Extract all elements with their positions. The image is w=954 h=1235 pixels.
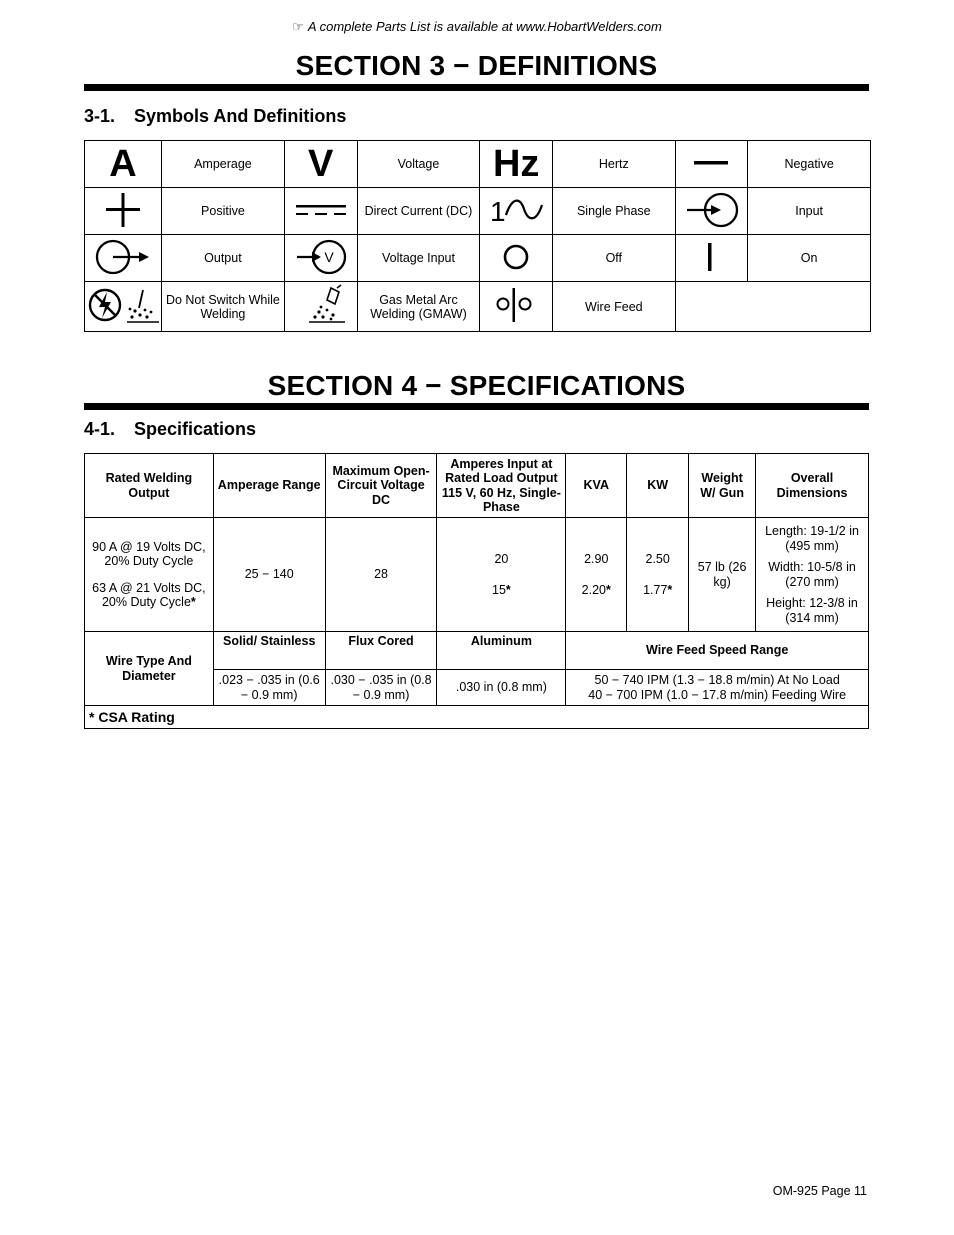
svg-text:V: V bbox=[324, 248, 334, 265]
symbol-label: Direct Current (DC) bbox=[357, 188, 480, 235]
kw-cell: 2.50 1.77* bbox=[627, 518, 689, 632]
amperage-range-cell: 25 − 140 bbox=[213, 518, 325, 632]
spec-header-row bbox=[85, 454, 869, 518]
symbol-label: Wire Feed bbox=[553, 282, 675, 332]
symbol-label: Off bbox=[553, 235, 675, 282]
input-icon bbox=[675, 188, 748, 235]
subsection-number: 3-1. bbox=[84, 106, 116, 126]
weight-cell: 57 lb (26 kg) bbox=[689, 518, 756, 632]
output-icon bbox=[85, 235, 162, 282]
section-4-rule bbox=[84, 403, 869, 410]
empty-cell bbox=[748, 282, 871, 332]
symbol-label: Single Phase bbox=[553, 188, 675, 235]
off-icon bbox=[480, 235, 553, 282]
footnote-row bbox=[85, 706, 869, 729]
gmaw-icon bbox=[284, 282, 357, 332]
ocv-cell: 28 bbox=[325, 518, 437, 632]
positive-icon bbox=[85, 188, 162, 235]
symbol-label: Output bbox=[162, 235, 285, 282]
subsection-name: Symbols And Definitions bbox=[134, 106, 347, 126]
symbol-label: Amperage bbox=[162, 141, 285, 188]
kva-cell: 2.90 2.20* bbox=[566, 518, 627, 632]
symbol-label: Positive bbox=[162, 188, 285, 235]
symbol-label: Gas Metal Arc Welding (GMAW) bbox=[357, 282, 480, 332]
symbols-table bbox=[84, 140, 871, 332]
section-4-title: SECTION 4 − SPECIFICATIONS bbox=[267, 370, 686, 401]
col-header: Rated Welding Output bbox=[85, 454, 214, 518]
wire-speed-header: Wire Feed Speed Range bbox=[566, 632, 869, 670]
col-header: Maximum Open-Circuit Voltage DC bbox=[325, 454, 437, 518]
dimensions-cell: Length: 19-1/2 in (495 mm) Width: 10-5/8 in (270 mm) Height: 12-3/8 in (314 mm) bbox=[756, 518, 869, 632]
col-header: KVA bbox=[566, 454, 627, 518]
symbol-label: Do Not Switch While Welding bbox=[162, 282, 285, 332]
section-3-rule bbox=[84, 84, 869, 91]
symbol-label: Voltage bbox=[357, 141, 480, 188]
svg-text:1: 1 bbox=[490, 195, 506, 227]
specifications-table bbox=[84, 453, 869, 729]
aluminum-header: Aluminum bbox=[437, 632, 566, 670]
aluminum-value: .030 in (0.8 mm) bbox=[437, 670, 566, 706]
parts-list-note-text: A complete Parts List is available at www.HobartWelders.com bbox=[307, 19, 662, 34]
single-phase-icon bbox=[480, 188, 553, 235]
col-header: Overall Dimensions bbox=[756, 454, 869, 518]
empty-cell bbox=[675, 282, 748, 332]
amps-input-cell: 20 15* bbox=[437, 518, 566, 632]
subsection-number: 4-1. bbox=[84, 419, 116, 439]
on-icon bbox=[675, 235, 748, 282]
solid-value: .023 − .035 in (0.6 − 0.9 mm) bbox=[213, 670, 325, 706]
csa-footnote: * CSA Rating bbox=[85, 706, 869, 729]
direct-current-icon bbox=[284, 188, 357, 235]
subsection-3-1-title bbox=[84, 106, 346, 127]
do-not-switch-icon bbox=[85, 282, 162, 332]
page-footer: OM-925 Page 11 bbox=[772, 1184, 867, 1198]
pointing-hand-icon: ☞ bbox=[292, 19, 304, 34]
col-header: Amperes Input at Rated Load Output 115 V, 60 Hz, Single-Phase bbox=[437, 454, 566, 518]
section-3-title: SECTION 3 − DEFINITIONS bbox=[295, 50, 658, 81]
wire-type-label: Wire Type And Diameter bbox=[85, 632, 214, 706]
symbol-label: Voltage Input bbox=[357, 235, 480, 282]
spec-data-row bbox=[85, 518, 869, 632]
symbol-label: Input bbox=[748, 188, 871, 235]
parts-list-note bbox=[0, 19, 954, 35]
voltage-input-icon bbox=[284, 235, 357, 282]
col-header: Weight W/ Gun bbox=[689, 454, 756, 518]
symbol-label: On bbox=[748, 235, 871, 282]
solid-header: Solid/ Stainless bbox=[213, 632, 325, 670]
symbol-label: Negative bbox=[748, 141, 871, 188]
voltage-icon: V bbox=[284, 141, 357, 188]
negative-icon bbox=[675, 141, 748, 188]
subsection-4-1-title bbox=[84, 419, 256, 440]
wire-header-row bbox=[85, 632, 869, 670]
flux-value: .030 − .035 in (0.8 − 0.9 mm) bbox=[325, 670, 437, 706]
wire-speed-value: 50 − 740 IPM (1.3 − 18.8 m/min) At No Load 40 − 700 IPM (1.0 − 17.8 m/min) Feeding Wire bbox=[566, 670, 869, 706]
rated-output-cell: 90 A @ 19 Volts DC, 20% Duty Cycle 63 A @ 21 Volts DC, 20% Duty Cycle* bbox=[85, 518, 214, 632]
col-header: KW bbox=[627, 454, 689, 518]
subsection-name: Specifications bbox=[134, 419, 257, 439]
amperage-icon: A bbox=[85, 141, 162, 188]
wire-feed-icon bbox=[480, 282, 553, 332]
hertz-icon: Hz bbox=[480, 141, 553, 188]
flux-header: Flux Cored bbox=[325, 632, 437, 670]
col-header: Amperage Range bbox=[213, 454, 325, 518]
symbol-label: Hertz bbox=[553, 141, 675, 188]
